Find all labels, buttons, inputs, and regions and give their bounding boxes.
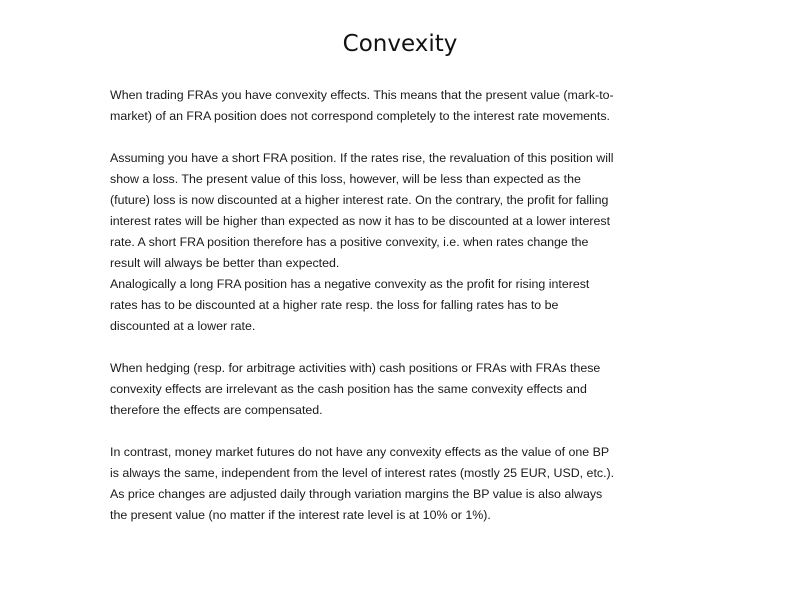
paragraph-line: (future) loss is now discounted at a higher interest rate. On the contrary, the profit for falling: [110, 193, 609, 207]
paragraph-line: convexity effects are irrelevant as the cash position has the same convexity effects and: [110, 382, 587, 396]
paragraph-line: When hedging (resp. for arbitrage activities with) cash positions or FRAs with FRAs these: [110, 361, 601, 375]
paragraph-line: discounted at a lower rate.: [110, 319, 256, 333]
paragraph-fra-convexity-intro: [110, 85, 630, 127]
paragraph-line: is always the same, independent from the level of interest rates (mostly 25 EUR, USD, etc.).: [110, 466, 615, 480]
paragraph-line: the present value (no matter if the interest rate level is at 10% or 1%).: [110, 508, 491, 522]
paragraph-line: Assuming you have a short FRA position. If the rates rise, the revaluation of this position will: [110, 151, 614, 165]
paragraph-line: interest rates will be higher than expected as now it has to be discounted at a lower interest: [110, 214, 611, 228]
paragraph-hedging: [110, 358, 630, 421]
paragraph-line: In contrast, money market futures do not have any convexity effects as the value of one BP: [110, 445, 610, 459]
paragraph-line: market) of an FRA position does not correspond completely to the interest rate movements.: [110, 109, 610, 123]
paragraph-line: When trading FRAs you have convexity effects. This means that the present value (mark-to-: [110, 88, 614, 102]
paragraph-line: As price changes are adjusted daily through variation margins the BP value is also always: [110, 487, 603, 501]
paragraph-line: show a loss. The present value of this loss, however, will be less than expected as the: [110, 172, 581, 186]
paragraph-line: Analogically a long FRA position has a negative convexity as the profit for rising interest: [110, 277, 590, 291]
paragraph-short-long-fra: [110, 148, 630, 337]
paragraph-line: result will always be better than expected.: [110, 256, 340, 270]
paragraph-line: rates has to be discounted at a higher rate resp. the loss for falling rates has to be: [110, 298, 559, 312]
paragraph-money-market-futures: [110, 442, 630, 526]
paragraph-line: rate. A short FRA position therefore has a positive convexity, i.e. when rates change the: [110, 235, 589, 249]
slide-title: Convexity: [342, 31, 458, 57]
paragraph-line: therefore the effects are compensated.: [110, 403, 323, 417]
